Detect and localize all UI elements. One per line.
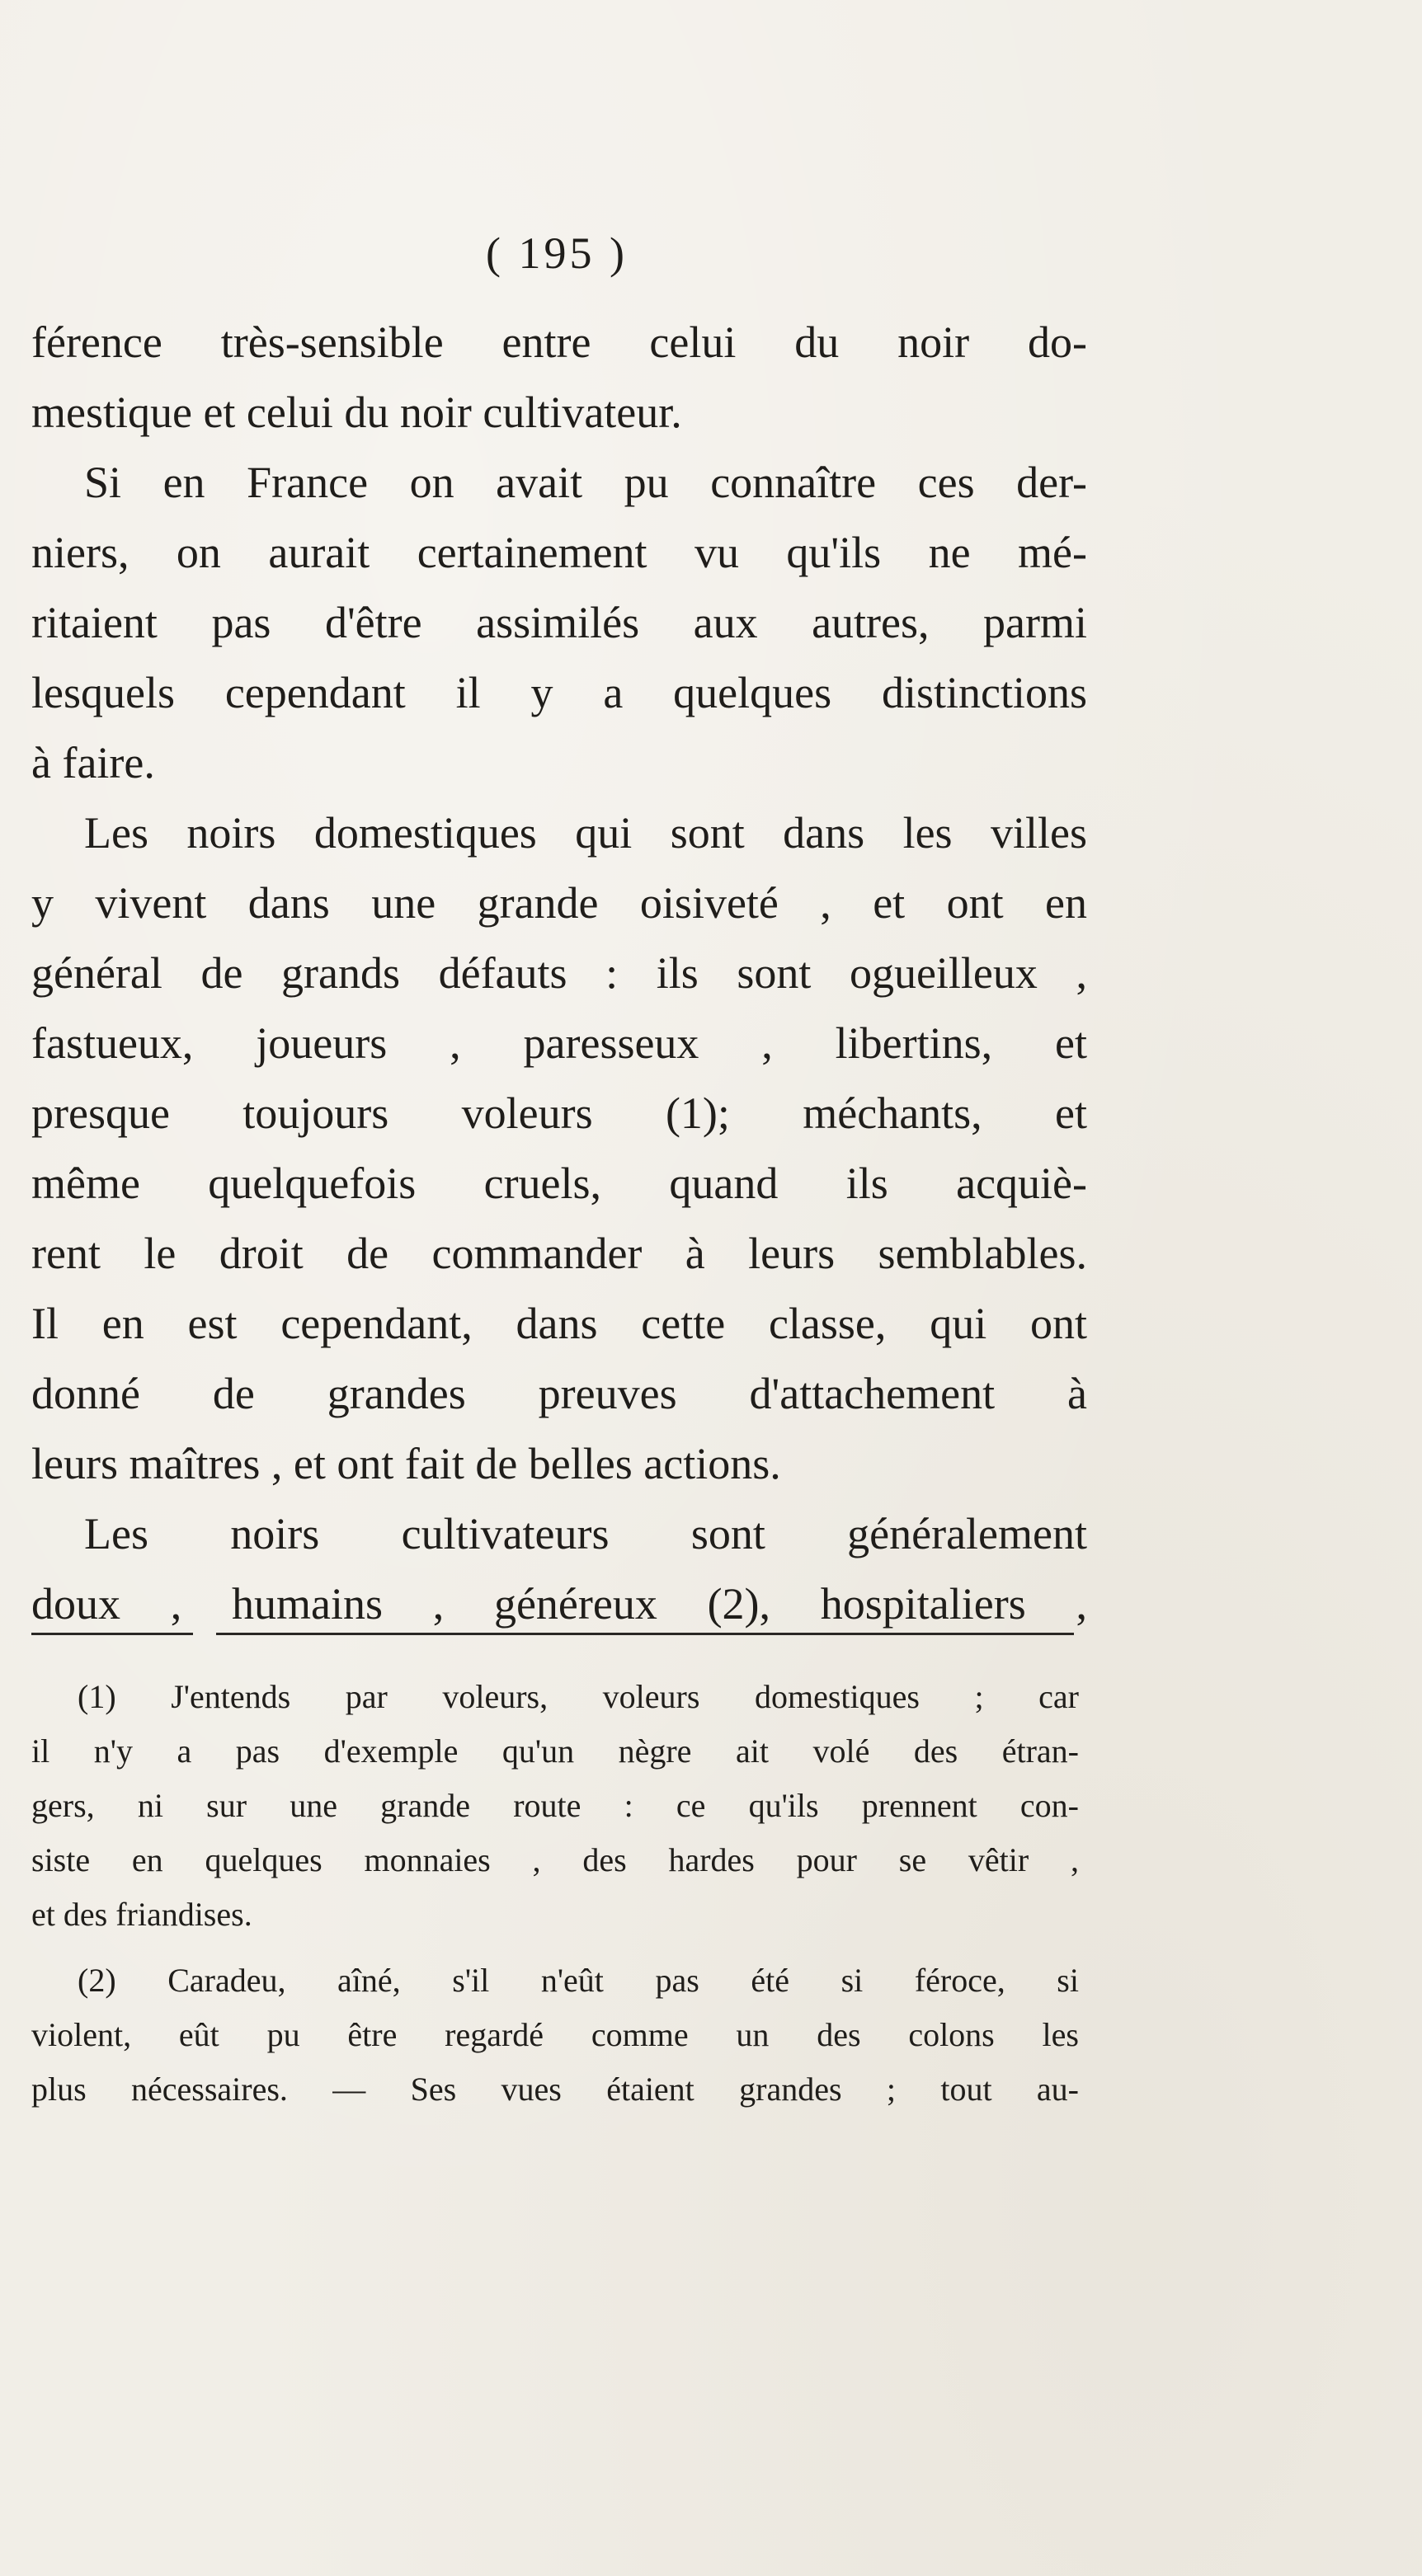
footnote-line: il n'y a pas d'exemple qu'un nègre ait volé des étran- (31, 1732, 1079, 1770)
text-line: niers, on aurait certainement vu qu'ils ne mé- (31, 528, 1087, 577)
footnote-gap (31, 1942, 1079, 1953)
footnote-line: plus nécessaires. — Ses vues étaient grandes ; tout au- (31, 2071, 1079, 2108)
footnote-line: violent, eût pu être regardé comme un des colons les (31, 2016, 1079, 2053)
text-line: même quelquefois cruels, quand ils acquiè- (31, 1159, 1087, 1208)
text-line: y vivent dans une grande oisiveté , et ont en (31, 878, 1087, 928)
footnote-line: gers, ni sur une grande route : ce qu'ils prennent con- (31, 1787, 1079, 1824)
text-line: rent le droit de commander à leurs semblables. (31, 1229, 1087, 1278)
footnotes (31, 1670, 1079, 2117)
text-line: donné de grandes preuves d'attachement à (31, 1369, 1087, 1418)
text-line: fastueux, joueurs , paresseux , libertins, et (31, 1018, 1087, 1068)
footnote-rule (216, 1633, 1074, 1635)
text-line: mestique et celui du noir cultivateur. (31, 388, 682, 437)
text-line: presque toujours voleurs (1); méchants, et (31, 1088, 1087, 1138)
text-line: Les noirs cultivateurs sont généralement (84, 1509, 1087, 1558)
text-line: férence très-sensible entre celui du noir do- (31, 317, 1087, 367)
text-line: Il en est cependant, dans cette classe, qui ont (31, 1299, 1087, 1348)
main-text (31, 308, 1087, 1639)
footnote-rule-short (31, 1633, 193, 1635)
text-line: général de grands défauts : ils sont ogueilleux , (31, 948, 1087, 998)
footnote-1 (31, 1670, 1079, 1942)
text-line: Les noirs domestiques qui sont dans les villes (84, 808, 1087, 858)
text-line: doux , humains , généreux (2), hospitaliers , (31, 1579, 1087, 1629)
page-number: ( 195 ) (486, 228, 628, 278)
footnote-line: (1) J'entends par voleurs, voleurs domestiques ; car (78, 1678, 1079, 1715)
text-line: leurs maîtres , et ont fait de belles actions. (31, 1439, 781, 1488)
footnote-line: siste en quelques monnaies , des hardes pour se vêtir , (31, 1841, 1079, 1878)
footnote-line: (2) Caradeu, aîné, s'il n'eût pas été si féroce, si (78, 1962, 1079, 1999)
text-line: Si en France on avait pu connaître ces der- (84, 458, 1087, 507)
text-line: à faire. (31, 738, 155, 787)
footnote-line: et des friandises. (31, 1896, 252, 1933)
text-line: ritaient pas d'être assimilés aux autres, parmi (31, 598, 1087, 647)
text-line: lesquels cependant il y a quelques distinctions (31, 668, 1087, 717)
footnote-2 (31, 1953, 1079, 2117)
